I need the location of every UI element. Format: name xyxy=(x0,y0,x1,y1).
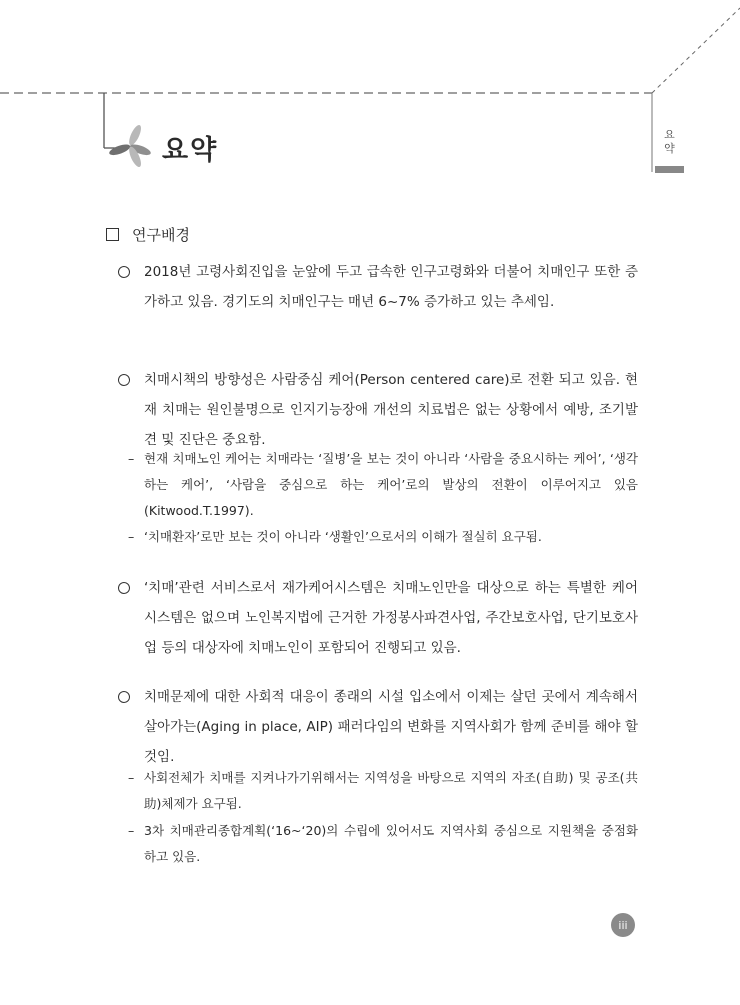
leaf-icon xyxy=(108,124,152,168)
sub-item-text: 3차 치매관리종합계획(‘16~‘20)의 수립에 있어서도 지역사회 중심으로 지원책을 중점화하고 있음. xyxy=(144,823,638,864)
section-heading-text: 연구배경 xyxy=(132,226,190,244)
dash-marker: – xyxy=(128,529,135,544)
page-title: 요약 xyxy=(162,135,219,166)
bullet-item xyxy=(118,365,638,455)
sub-item-text: 현재 치매노인 케어는 치매라는 ‘질병’을 보는 것이 아니라 ‘사람을 중요시하는 케어’, ‘생각하는 케어’, ‘사람을 중심으로 하는 케어’로의 발상의 전환이 이루어지고 있음(Kitwood.T.1997). xyxy=(144,451,638,518)
bullet-item xyxy=(118,257,638,317)
side-tab xyxy=(655,128,684,156)
dash-marker: – xyxy=(128,770,135,785)
section-heading xyxy=(106,224,190,245)
bullet-text: 2018년 고령사회진입을 눈앞에 두고 급속한 인구고령화와 더불어 치매인구 또한 증가하고 있음. 경기도의 치매인구는 매년 6~7% 증가하고 있는 추세임. xyxy=(144,264,638,310)
sub-item xyxy=(128,524,638,550)
side-tab-char: 약 xyxy=(664,142,675,155)
circle-bullet-icon xyxy=(118,374,130,386)
bullet-item xyxy=(118,682,638,772)
sub-item xyxy=(128,818,638,870)
bullet-text: ‘치매’관련 서비스로서 재가케어시스템은 치매노인만을 대상으로 하는 특별한 케어시스템은 없으며 노인복지법에 근거한 가정봉사파견사업, 주간보호사업, 단기보호사업 등의 대상자에 치매노인이 포함되어 진행되고 있음. xyxy=(144,580,638,656)
bullet-text: 치매시책의 방향성은 사람중심 케어(Person centered care)로 전환 되고 있음. 현재 치매는 원인불명으로 인지기능장애 개선의 치료법은 없는 상황에서 예방, 조기발견 및 진단은 중요함. xyxy=(144,372,638,448)
sub-item-text: 사회전체가 치매를 지켜나가기위해서는 지역성을 바탕으로 지역의 자조(自助) 및 공조(共助)체제가 요구됨. xyxy=(144,770,638,811)
bullet-item xyxy=(118,573,638,663)
circle-bullet-icon xyxy=(118,582,130,594)
bullet-text: 치매문제에 대한 사회적 대응이 종래의 시설 입소에서 이제는 살던 곳에서 계속해서 살아가는(Aging in place, AIP) 패러다임의 변화를 지역사회가 함께 준비를 해야 할 것임. xyxy=(144,689,638,765)
sub-item xyxy=(128,765,638,817)
checkbox-icon xyxy=(106,228,119,241)
circle-bullet-icon xyxy=(118,691,130,703)
page-number-badge: iii xyxy=(611,913,635,937)
side-tab-bar xyxy=(655,166,684,173)
dash-marker: – xyxy=(128,451,135,466)
sub-item xyxy=(128,446,638,524)
dash-marker: – xyxy=(128,823,135,838)
side-tab-char: 요 xyxy=(664,128,675,141)
circle-bullet-icon xyxy=(118,266,130,278)
sub-item-text: ‘치매환자’로만 보는 것이 아니라 ‘생활인’으로서의 이해가 절실히 요구됨. xyxy=(144,529,542,544)
